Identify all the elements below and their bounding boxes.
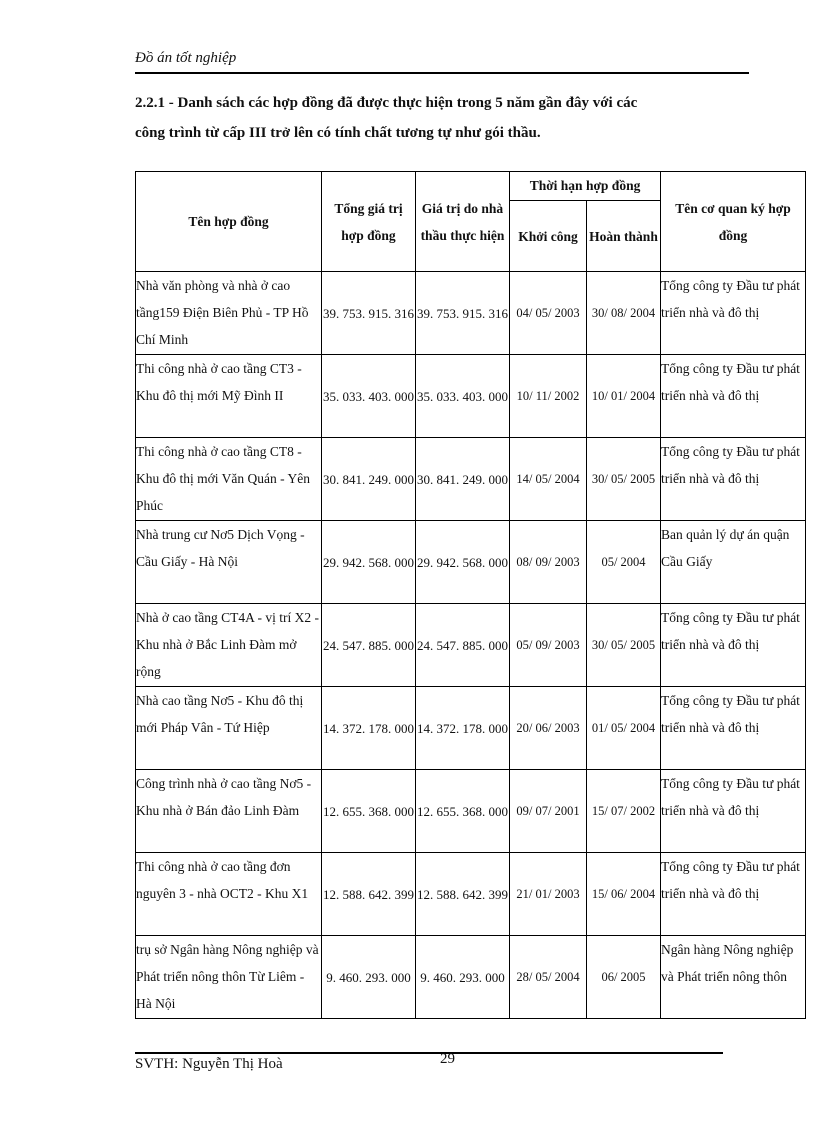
header-finish: Hoàn thành: [587, 201, 661, 272]
cell-start: 10/ 11/ 2002: [510, 355, 587, 438]
cell-agency: Tổng công ty Đầu tư phát triển nhà và đô thị: [661, 604, 806, 687]
header-agency: Tên cơ quan ký hợp đồng: [661, 172, 806, 272]
cell-total: 39. 753. 915. 316: [322, 272, 416, 355]
cell-total: 12. 588. 642. 399: [322, 853, 416, 936]
cell-total: 24. 547. 885. 000: [322, 604, 416, 687]
cell-agency: Tổng công ty Đầu tư phát triển nhà và đô thị: [661, 438, 806, 521]
table-row: [136, 853, 806, 936]
table-row: [136, 521, 806, 604]
cell-total: 9. 460. 293. 000: [322, 936, 416, 1019]
section-heading: [135, 88, 775, 148]
cell-finish: 05/ 2004: [587, 521, 661, 604]
header-period: Thời hạn hợp đồng: [510, 172, 661, 201]
heading-line-1: 2.2.1 - Danh sách các hợp đồng đã được thực hiện trong 5 năm gần đây với các: [135, 95, 638, 111]
header-total: Tổng giá trị hợp đồng: [322, 172, 416, 272]
cell-name: Nhà trung cư Nơ5 Dịch Vọng - Cầu Giấy - Hà Nội: [136, 521, 322, 604]
cell-total: 35. 033. 403. 000: [322, 355, 416, 438]
cell-start: 21/ 01/ 2003: [510, 853, 587, 936]
cell-finish: 30/ 05/ 2005: [587, 438, 661, 521]
cell-finish: 30/ 05/ 2005: [587, 604, 661, 687]
cell-name: Nhà văn phòng và nhà ở cao tầng159 Điện Biên Phủ - TP Hồ Chí Minh: [136, 272, 322, 355]
header-name: Tên hợp đồng: [136, 172, 322, 272]
cell-agency: Ngân hàng Nông nghiệp và Phát triển nông thôn: [661, 936, 806, 1019]
cell-start: 20/ 06/ 2003: [510, 687, 587, 770]
cell-agency: Ban quản lý dự án quận Cầu Giấy: [661, 521, 806, 604]
header-start: Khởi công: [510, 201, 587, 272]
cell-finish: 30/ 08/ 2004: [587, 272, 661, 355]
table-row: [136, 604, 806, 687]
cell-start: 28/ 05/ 2004: [510, 936, 587, 1019]
table-row: [136, 770, 806, 853]
cell-contractor: 9. 460. 293. 000: [416, 936, 510, 1019]
cell-name: trụ sở Ngân hàng Nông nghiệp và Phát triển nông thôn Từ Liêm - Hà Nội: [136, 936, 322, 1019]
cell-total: 12. 655. 368. 000: [322, 770, 416, 853]
cell-contractor: 35. 033. 403. 000: [416, 355, 510, 438]
cell-finish: 01/ 05/ 2004: [587, 687, 661, 770]
cell-finish: 15/ 06/ 2004: [587, 853, 661, 936]
cell-name: Thi công nhà ở cao tầng đơn nguyên 3 - nhà OCT2 - Khu X1: [136, 853, 322, 936]
cell-start: 05/ 09/ 2003: [510, 604, 587, 687]
table-row: [136, 936, 806, 1019]
cell-start: 14/ 05/ 2004: [510, 438, 587, 521]
cell-name: Thi công nhà ở cao tầng CT3 - Khu đô thị mới Mỹ Đình II: [136, 355, 322, 438]
cell-name: Nhà cao tầng Nơ5 - Khu đô thị mới Pháp Vân - Tứ Hiệp: [136, 687, 322, 770]
cell-agency: Tổng công ty Đầu tư phát triển nhà và đô thị: [661, 272, 806, 355]
footer-divider: [135, 1052, 723, 1054]
cell-start: 08/ 09/ 2003: [510, 521, 587, 604]
cell-agency: Tổng công ty Đầu tư phát triển nhà và đô thị: [661, 770, 806, 853]
cell-contractor: 12. 588. 642. 399: [416, 853, 510, 936]
footer-author: SVTH: Nguyễn Thị Hoà: [135, 1056, 283, 1072]
cell-finish: 06/ 2005: [587, 936, 661, 1019]
cell-agency: Tổng công ty Đầu tư phát triển nhà và đô thị: [661, 687, 806, 770]
header-contractor: Giá trị do nhà thầu thực hiện: [416, 172, 510, 272]
cell-total: 30. 841. 249. 000: [322, 438, 416, 521]
table-row: [136, 438, 806, 521]
table-row: [136, 687, 806, 770]
cell-start: 09/ 07/ 2001: [510, 770, 587, 853]
page-header: [135, 48, 749, 74]
page-number: 29: [440, 1051, 455, 1067]
cell-finish: 10/ 01/ 2004: [587, 355, 661, 438]
cell-name: Nhà ở cao tầng CT4A - vị trí X2 - Khu nhà ở Bắc Linh Đàm mở rộng: [136, 604, 322, 687]
heading-line-2: công trình từ cấp III trở lên có tính chất tương tự như gói thầu.: [135, 125, 541, 141]
table-row: [136, 272, 806, 355]
header-title: Đồ án tốt nghiệp: [135, 50, 237, 66]
cell-contractor: 30. 841. 249. 000: [416, 438, 510, 521]
cell-start: 04/ 05/ 2003: [510, 272, 587, 355]
cell-total: 29. 942. 568. 000: [322, 521, 416, 604]
cell-contractor: 24. 547. 885. 000: [416, 604, 510, 687]
cell-total: 14. 372. 178. 000: [322, 687, 416, 770]
cell-finish: 15/ 07/ 2002: [587, 770, 661, 853]
cell-name: Thi công nhà ở cao tầng CT8 - Khu đô thị mới Văn Quán - Yên Phúc: [136, 438, 322, 521]
cell-contractor: 14. 372. 178. 000: [416, 687, 510, 770]
table-row: [136, 355, 806, 438]
cell-name: Công trình nhà ở cao tầng Nơ5 - Khu nhà ở Bán đảo Linh Đàm: [136, 770, 322, 853]
cell-contractor: 29. 942. 568. 000: [416, 521, 510, 604]
cell-agency: Tổng công ty Đầu tư phát triển nhà và đô thị: [661, 853, 806, 936]
cell-agency: Tổng công ty Đầu tư phát triển nhà và đô thị: [661, 355, 806, 438]
cell-contractor: 39. 753. 915. 316: [416, 272, 510, 355]
cell-contractor: 12. 655. 368. 000: [416, 770, 510, 853]
contracts-table: [135, 171, 806, 1019]
